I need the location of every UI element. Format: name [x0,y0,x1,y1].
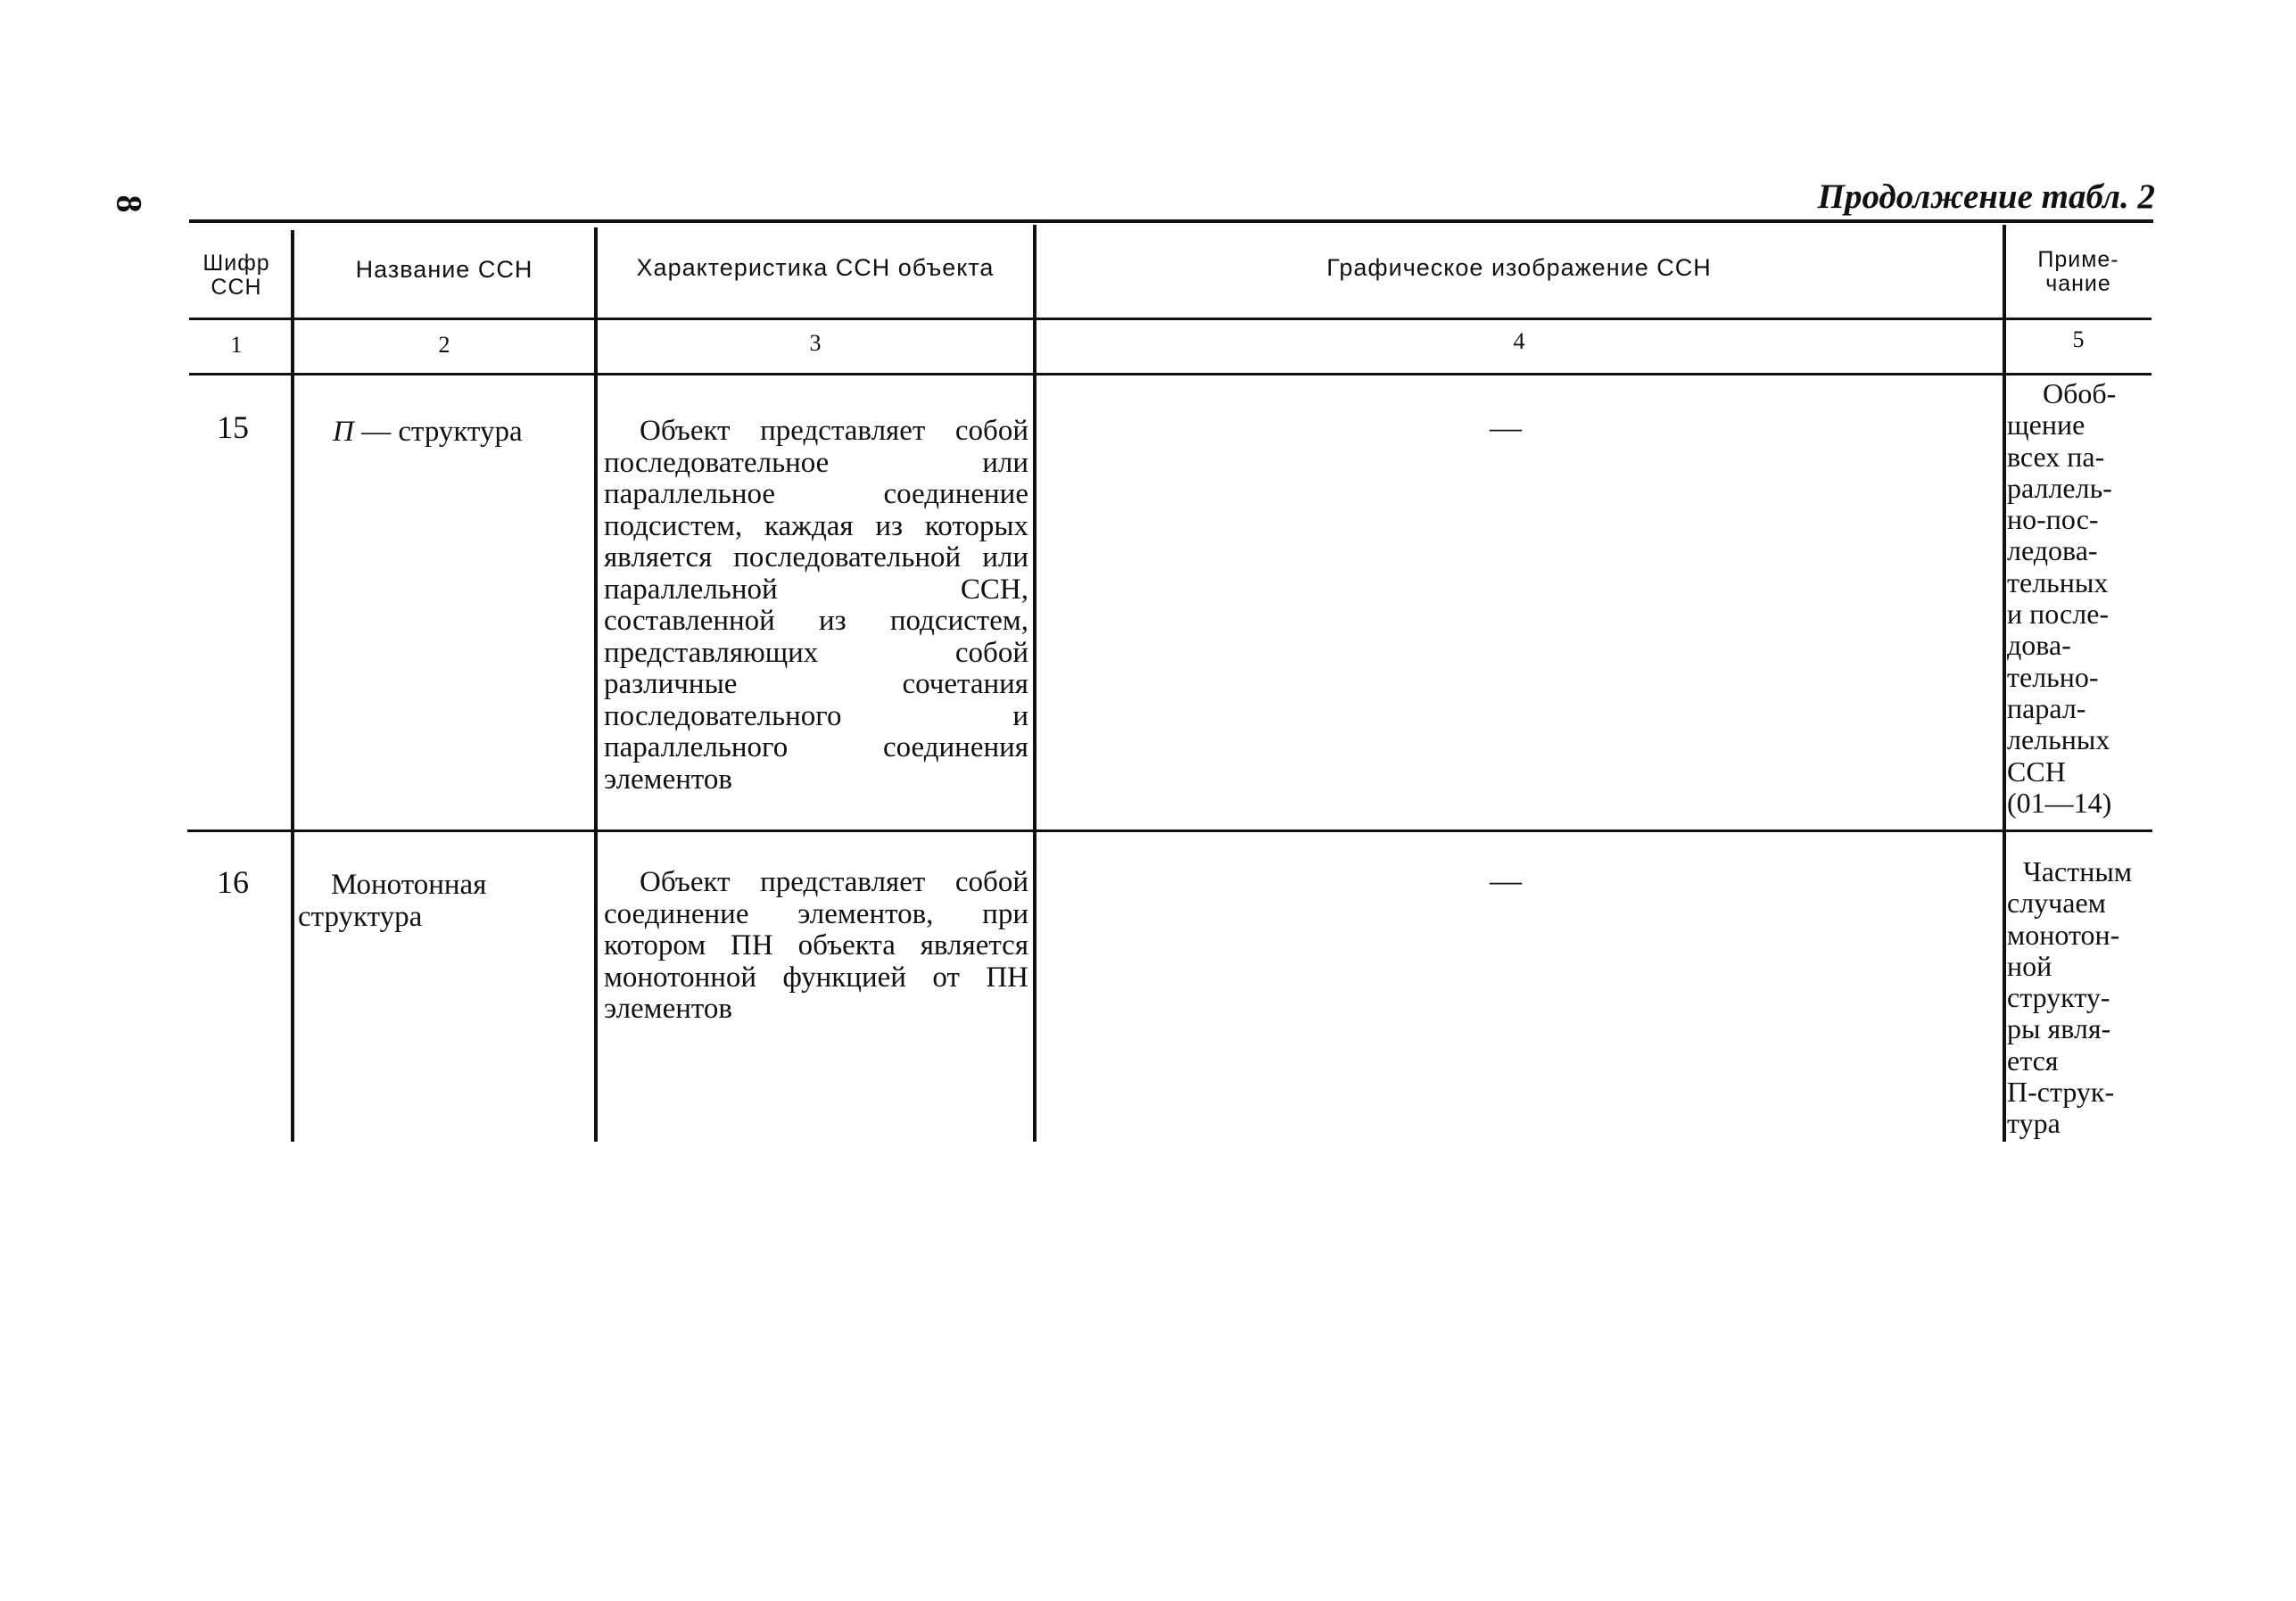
column-number: 2 [438,332,450,358]
column-number: 4 [1513,328,1525,354]
header-code [186,252,287,300]
note-line: случаем [2007,887,2106,920]
row-description-text: Объект представляет собой последовательное или параллельное соединение подсистем, каждая из которых является последовательной или параллельной ССН, составленной из подсистем, представляющих собой различные сочетания последовательного и параллельного соединения элементов [604,415,1028,796]
column-number: 5 [2072,326,2085,352]
row-graphic: — [1490,862,1522,898]
row-name-lead: П [333,416,354,448]
header-note [2007,248,2150,296]
note-line: лельных [2007,723,2110,756]
note-line: но-пос- [2007,503,2099,536]
row-name-rest: — структура [353,416,523,448]
table-top-rule [189,219,2153,223]
note-line: тура [2007,1107,2061,1140]
note-line: (01—14) [2007,786,2112,819]
row-description [604,867,1028,1026]
note-line: ры явля- [2007,1012,2111,1045]
note-line: тельно- [2007,660,2099,693]
column-divider [1033,225,1037,1142]
header-code-line: Шифр [202,251,270,276]
note-line: ной [2007,949,2052,982]
header-note-line: Приме- [2037,247,2119,272]
row-note [2007,856,2132,1140]
column-number: 3 [809,330,822,356]
header-characteristic: Характеристика ССН объекта [636,254,995,281]
column-number: 1 [230,332,243,358]
header-name: Название ССН [355,256,533,283]
note-line: структу- [2007,981,2110,1014]
table-continuation-caption: Продолжение табл. 2 [1817,177,2155,216]
row-graphic: — [1490,409,1522,445]
header-note-line: чание [2045,271,2111,296]
column-divider [2003,225,2006,1142]
row-description-text: Объект представляет собой соединение элементов, при котором ПН объекта является монотонной функцией от ПН элементов [604,866,1028,1025]
header-code-line: ССН [211,275,262,300]
header-graphic: Графическое изображение ССН [1326,254,1712,281]
row-code: 16 [217,864,249,900]
note-line: П-струк- [2007,1076,2115,1109]
note-line: ледова- [2007,534,2098,567]
note-line: щение [2007,409,2085,442]
row-code: 15 [217,409,249,445]
note-line: ется [2007,1044,2059,1077]
note-line: монотон- [2007,918,2120,951]
row-name [298,869,486,933]
page-number: 8 [109,194,150,213]
row-note [2007,378,2116,819]
row-description [604,416,1028,796]
note-line: ССН [2007,755,2066,788]
column-divider [291,230,294,1142]
note-line: парал- [2007,691,2086,724]
row-name [333,416,523,448]
note-line: тельных [2007,565,2109,598]
row-name-line: Монотонная [331,869,487,901]
note-line: всех па- [2007,440,2105,473]
header-bottom-rule [189,373,2151,375]
note-line: Частным [2023,855,2133,887]
note-line: дова- [2007,629,2071,662]
note-line: Обоб- [2043,377,2117,409]
note-line: раллель- [2007,471,2112,504]
column-divider [594,227,598,1142]
row-separator [187,829,2152,832]
header-mid-rule [189,318,2151,320]
note-line: и после- [2007,598,2110,631]
row-name-line: структура [298,901,423,933]
